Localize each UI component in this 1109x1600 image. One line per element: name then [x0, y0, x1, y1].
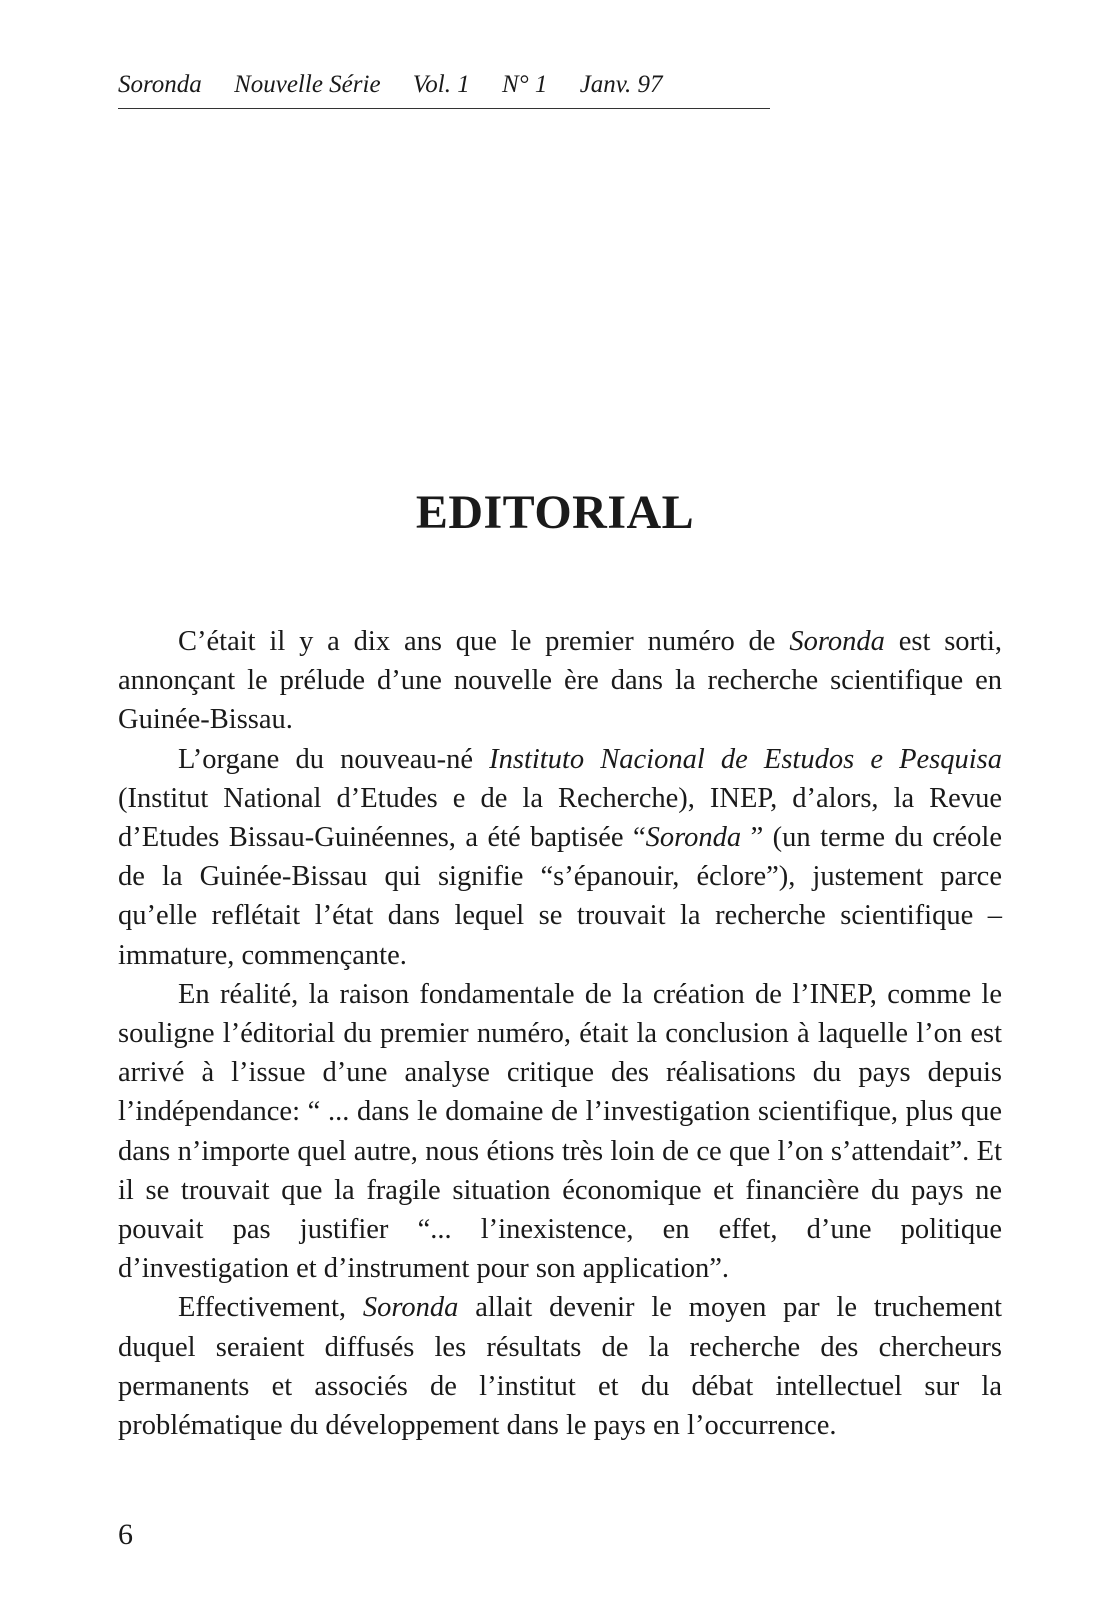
paragraph-4-text-2: allait devenir le moyen par le truchement duquel seraient diffusés les résultats de la recherche des chercheurs permanents et associés de l’institut et du débat intellectuel sur la problématique du développement dans le pays en l’occurrence. [118, 1292, 1003, 1442]
paragraph-2-text-2: (Institut National d’Etudes e de la Recherche), INEP, d’alors, la Revue d’Etudes Bissau-Guinéennes, a été baptisée “ [118, 782, 1002, 854]
page-number: 6 [118, 1518, 133, 1551]
paragraph-1-text-2: est sorti, annonçant le prélude d’une nouvelle ère dans la recherche scientifique en Guinée-Bissau. [118, 626, 1003, 736]
article-body [118, 622, 1002, 1445]
paragraph-2-text-1: L’organe du nouveau-né [178, 743, 490, 775]
paragraph-3 [118, 975, 1002, 1289]
paragraph-3-text-1: En réalité, la raison fondamentale de la création de l’INEP, comme le souligne l’éditorial du premier numéro, était la conclusion à laquelle l’on est arrivé à l’issue d’une analyse critique des réalisations du pays depuis l’indépendance: “ ... dans le domaine de l’investigation scientifique, plus que dans n’importe quel autre, nous étions très loin de ce que l’on s’attendait”. Et il se trouvait que la fragile situation économique et financière du pays ne pouvait pas justifier “... l’inexistence, en effet, d’une politique d’investigation et d’instrument pour son application”. [118, 978, 1002, 1285]
paragraph-1-text-1: C’était il y a dix ans que le premier numéro de [178, 626, 790, 657]
paragraph-4-text-1: Effectivement, [178, 1292, 363, 1324]
paragraph-2-italic-1: Instituto Nacional de Estudos e Pesquisa [489, 743, 1003, 775]
page-title: EDITORIAL [415, 486, 695, 539]
header-date: Janv. 97 [579, 71, 663, 98]
header-number: N° 1 [502, 71, 548, 98]
paragraph-1 [118, 622, 1002, 740]
paragraph-1-italic-1: Soronda [789, 626, 885, 657]
header-journal: Soronda [118, 71, 202, 98]
paragraph-4-italic-1: Soronda [362, 1292, 459, 1324]
running-header [118, 70, 770, 109]
header-volume: Vol. 1 [412, 71, 470, 98]
paragraph-2 [118, 740, 1002, 975]
paragraph-2-italic-2: Soronda [645, 822, 742, 854]
paragraph-4 [118, 1288, 1002, 1445]
header-series: Nouvelle Série [234, 71, 381, 98]
paragraph-2-text-3: ” (un terme du créole de la Guinée-Bissau qui signifie “s’épanouir, éclore”), justement parce qu’elle reflétait l’état dans lequel se trouvait la recherche scientifique – immature, commençante. [118, 822, 1002, 971]
